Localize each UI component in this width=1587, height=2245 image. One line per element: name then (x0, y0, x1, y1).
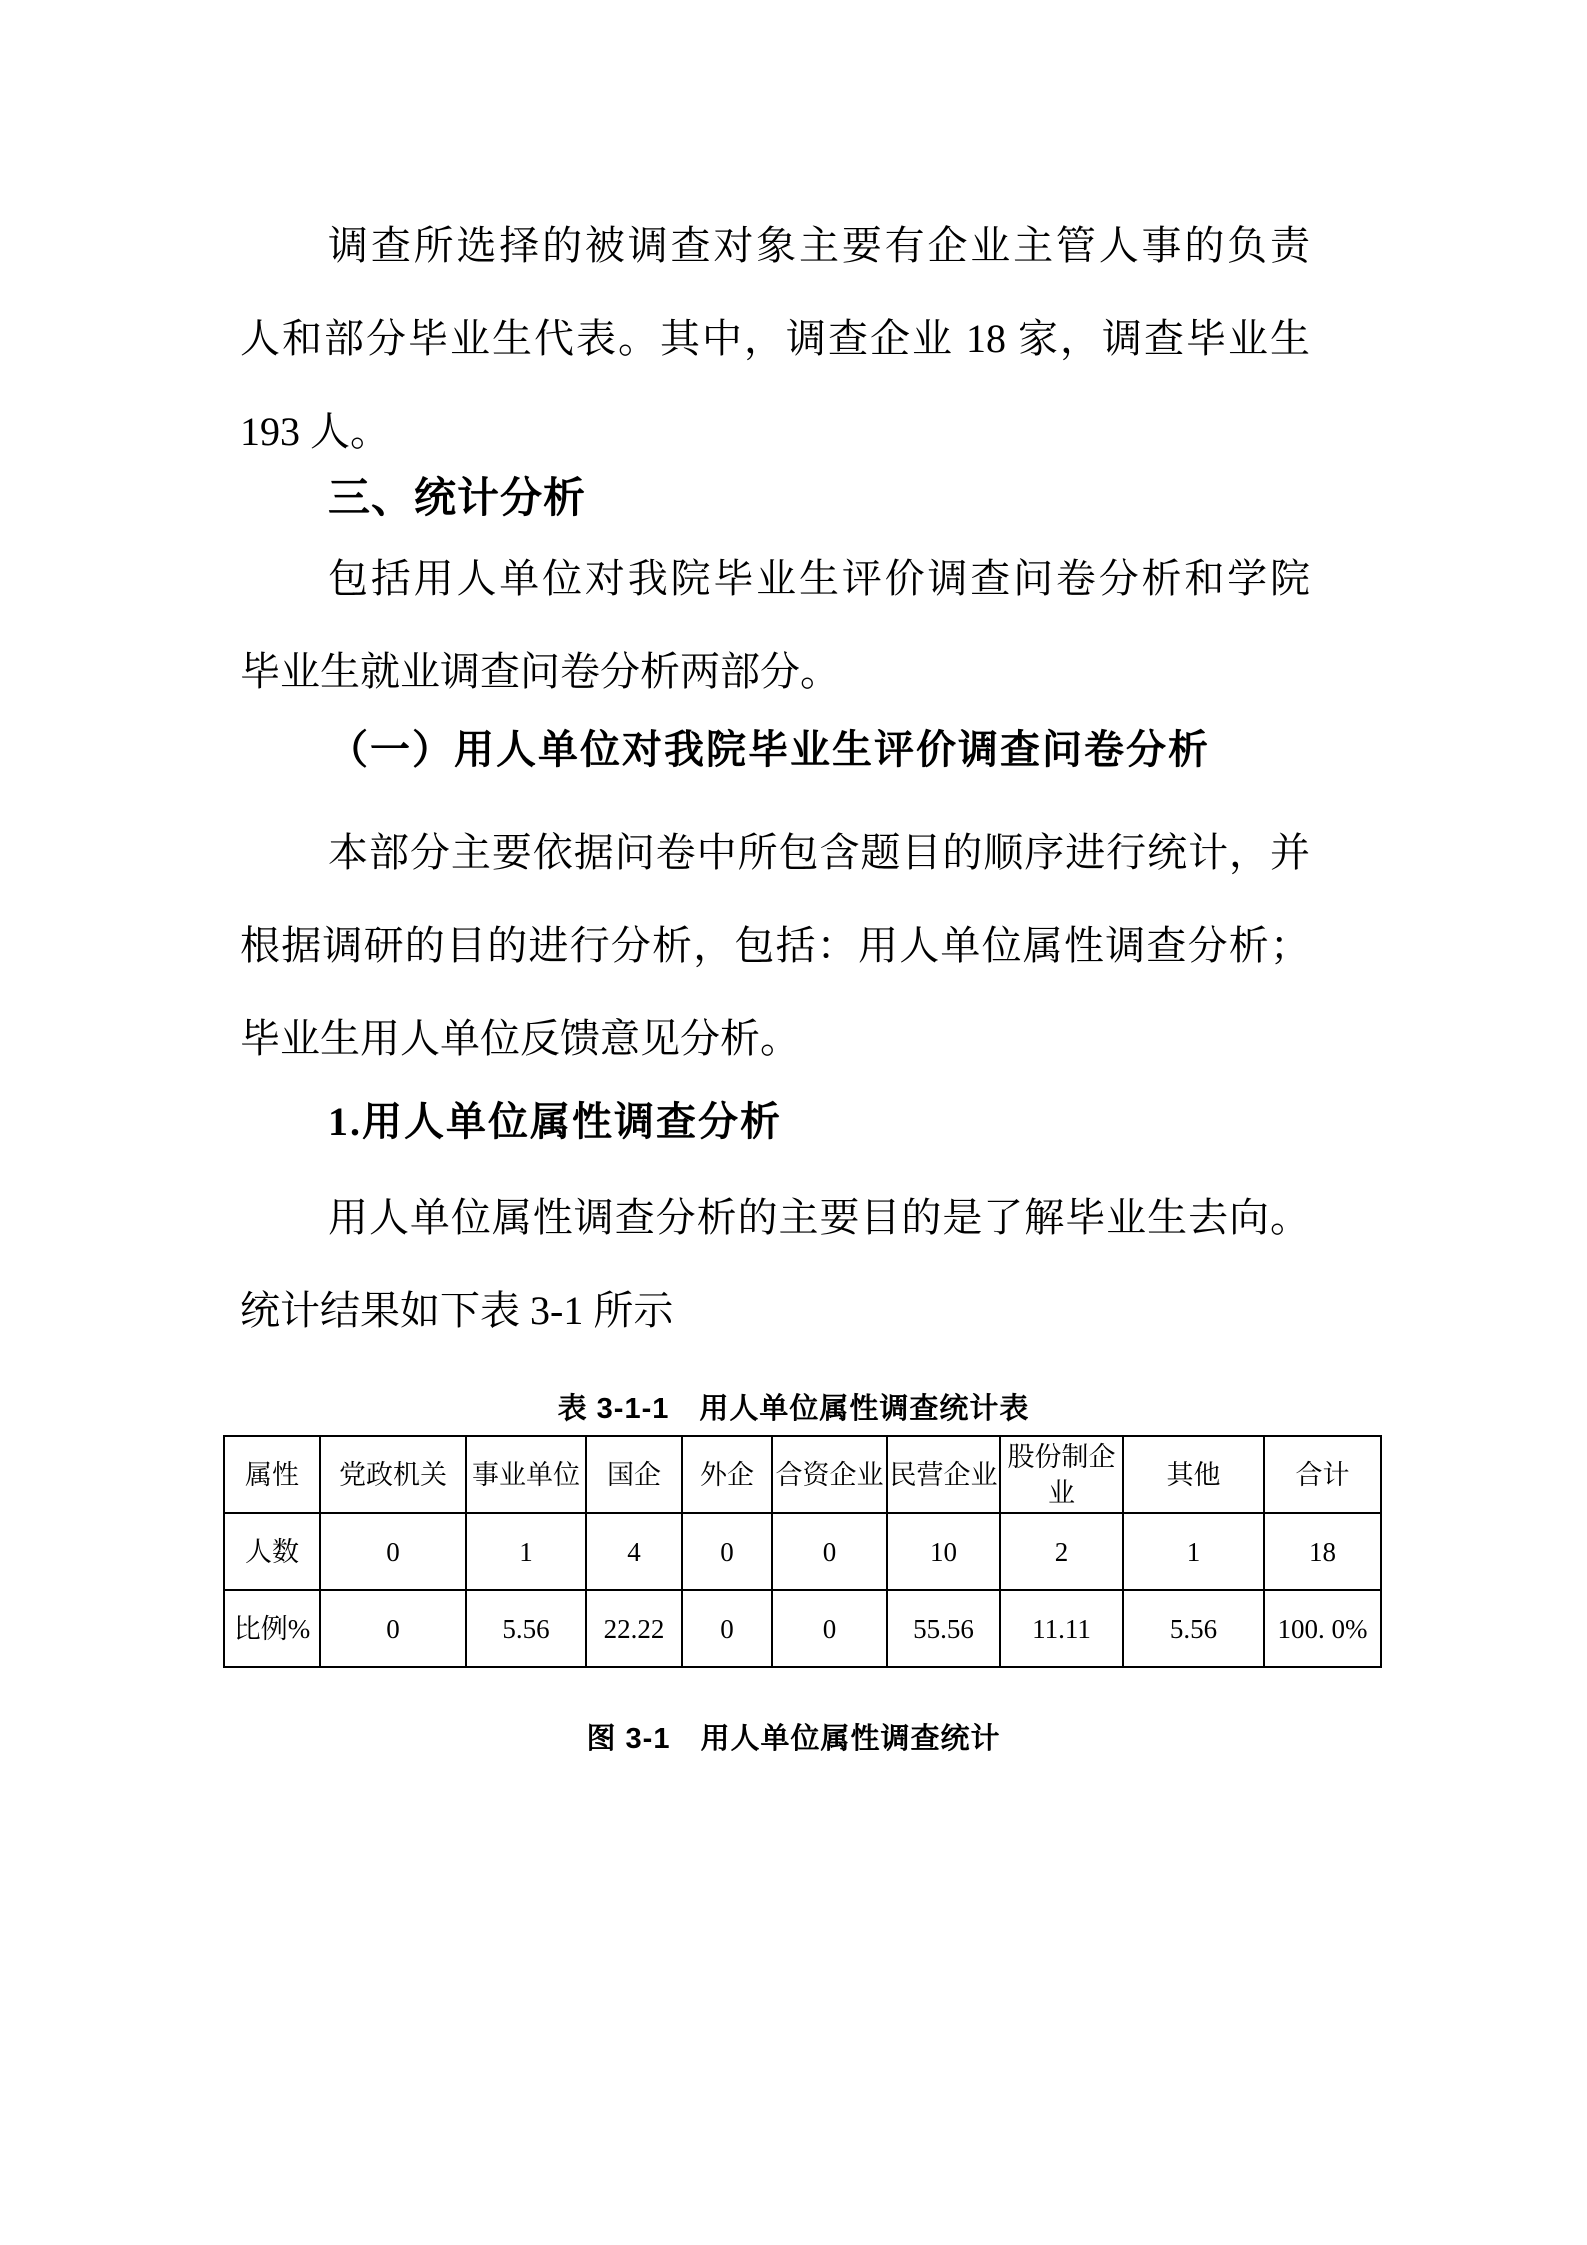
percent-cell: 5.56 (1123, 1590, 1264, 1667)
percent-cell: 0 (320, 1590, 466, 1667)
table-row-count (224, 1513, 1381, 1590)
header-cell: 民营企业 (887, 1436, 1000, 1513)
header-cell: 股份制企业 (1000, 1436, 1123, 1513)
count-total-cell: 18 (1264, 1513, 1381, 1590)
count-cell: 0 (682, 1513, 772, 1590)
percent-cell: 11.11 (1000, 1590, 1123, 1667)
paragraph-overview (240, 532, 1310, 718)
count-cell: 10 (887, 1513, 1000, 1590)
percent-total-cell: 100. 0% (1264, 1590, 1381, 1667)
header-cell: 国企 (586, 1436, 682, 1513)
header-cell: 合资企业 (772, 1436, 887, 1513)
percent-cell: 0 (772, 1590, 887, 1667)
paragraph-survey-scope (240, 199, 1310, 478)
percent-cell: 5.56 (466, 1590, 586, 1667)
text-line: 人和部分毕业生代表。其中，调查企业 18 家，调查毕业生 (240, 316, 1310, 361)
count-cell: 0 (320, 1513, 466, 1590)
text-line: 用人单位属性调查分析的主要目的是了解毕业生去向。 (328, 1195, 1310, 1240)
subsection-heading-employer-questionnaire: （一）用人单位对我院毕业生评价调查问卷分析 (328, 727, 1210, 772)
text-line: 根据调研的目的进行分析，包括：用人单位属性调查分析； (240, 923, 1310, 968)
header-cell: 事业单位 (466, 1436, 586, 1513)
percent-cell: 0 (682, 1590, 772, 1667)
header-cell: 外企 (682, 1436, 772, 1513)
header-cell-attribute: 属性 (224, 1436, 320, 1513)
header-cell: 其他 (1123, 1436, 1264, 1513)
count-cell: 2 (1000, 1513, 1123, 1590)
table-row-percentage (224, 1590, 1381, 1667)
header-cell: 党政机关 (320, 1436, 466, 1513)
text-line: 调查所选择的被调查对象主要有企业主管人事的负责 (328, 223, 1310, 268)
count-cell: 0 (772, 1513, 887, 1590)
figure-caption: 图 3-1 用人单位属性调查统计 (586, 1723, 1001, 1755)
text-line: 本部分主要依据问卷中所包含题目的顺序进行统计，并 (328, 830, 1310, 875)
section-heading-statistical-analysis: 三、统计分析 (328, 474, 587, 521)
percent-cell: 22.22 (586, 1590, 682, 1667)
header-cell: 合计 (1264, 1436, 1381, 1513)
count-cell: 4 (586, 1513, 682, 1590)
paragraph-method (240, 806, 1310, 1085)
table-caption: 表 3-1-1 用人单位属性调查统计表 (557, 1393, 1030, 1425)
count-cell: 1 (1123, 1513, 1264, 1590)
table-header-row (224, 1436, 1381, 1513)
row-label: 人数 (224, 1513, 320, 1590)
employer-attribute-table (223, 1435, 1382, 1668)
text-line: 统计结果如下表 3-1 所示 (240, 1288, 674, 1333)
text-line: 毕业生就业调查问卷分析两部分。 (240, 649, 840, 694)
count-cell: 1 (466, 1513, 586, 1590)
text-line: 包括用人单位对我院毕业生评价调查问卷分析和学院 (328, 556, 1310, 601)
percent-cell: 55.56 (887, 1590, 1000, 1667)
text-line: 毕业生用人单位反馈意见分析。 (240, 1016, 800, 1061)
text-line: 193 人。 (240, 409, 390, 454)
subsection-heading-employer-attribute-analysis: 1.用人单位属性调查分析 (328, 1099, 782, 1144)
paragraph-purpose (240, 1171, 1310, 1357)
row-label: 比例% (224, 1590, 320, 1667)
